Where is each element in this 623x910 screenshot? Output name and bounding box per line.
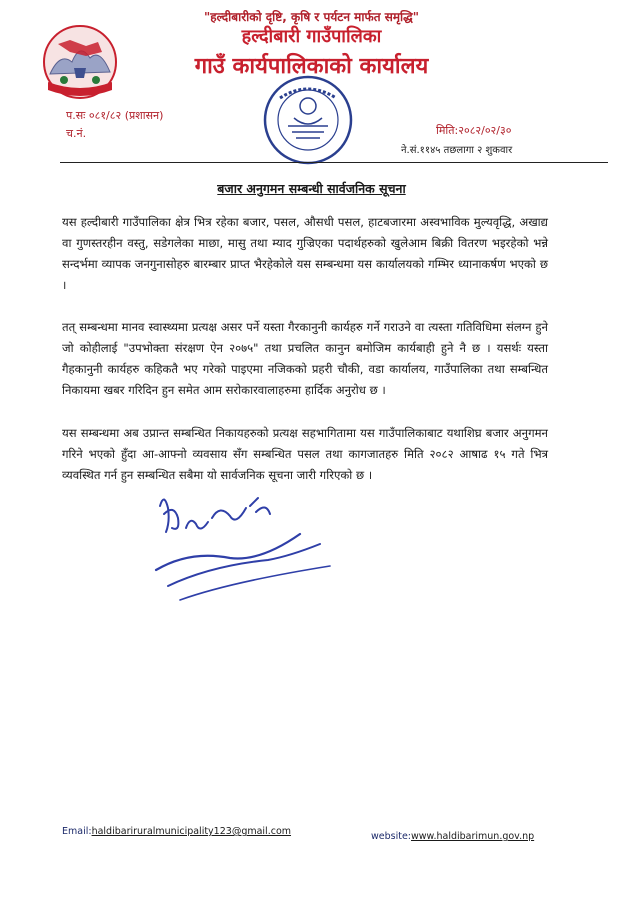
email-link[interactable]: haldibariruralmunicipality123@gmail.com <box>91 826 292 837</box>
nepal-samvat-date: ने.सं.११४५ तछलागा २ शुकवार <box>401 145 513 156</box>
notice-title: बजार अनुगमन सम्बन्धी सार्वजनिक सूचना <box>217 181 406 196</box>
nepal-emblem-icon <box>40 22 120 102</box>
footer-website <box>371 831 534 842</box>
notice-paragraph-2: तत् सम्बन्धमा मानव स्वास्थ्यमा प्रत्यक्ष असर पर्ने यस्ता गैरकानुनी कार्यहरु गर्ने गराउने वा त्यस्ता गतिविधिमा संलग्न हुने जो कोहीलाई "उपभोक्ता संरक्षण ऐन २०७५" तथा प्रचलित कानुन बमोजिम कार्यबाही हुने नै छ । यसर्थः यस्ता गैहकानुनी कार्यहरु कहिकतै भए गरेको पाइएमा नजिकको प्रहरी चौकी, वडा कार्यालय, गाउँपालिका तथा सम्बन्धित निकायमा खबर गरिदिन हुन समेत आम सरोकारवालाहरुमा हार्दिक अनुरोध छ । <box>62 320 548 397</box>
website-link[interactable]: www.haldibarimun.gov.np <box>411 831 535 842</box>
handwritten-signature <box>150 488 340 608</box>
slogan: "हल्दीबारीको दृष्टि, कृषि र पर्यटन मार्फत समृद्धि" <box>204 10 419 24</box>
footer-email <box>62 826 291 837</box>
website-label: website: <box>371 831 412 842</box>
office-name: गाउँ कार्यपालिकाको कार्यालय <box>194 54 429 79</box>
notice-paragraph-3: यस सम्बन्धमा अब उप्रान्त सम्बन्धित निकायहरुको प्रत्यक्ष सहभागितामा यस गाउँपालिकाबाट यथाशिघ्र बजार अनुगमन गरिने भएको हुँदा आ-आफ्नो व्यवसाय सँग सम्बन्धित पसल तथा कागजातहरु मिति २०८२ आषाढ १५ गते भित्र व्यवस्थित गर्न हुन सम्बन्धित सबैमा यो सार्वजनिक सूचना जारी गरिएको छ । <box>62 426 548 482</box>
office-stamp-icon <box>262 74 354 166</box>
municipality-name: हल्दीबारी गाउँपालिका <box>241 26 382 47</box>
email-label: Email: <box>62 826 92 837</box>
document-date: मिति:२०८२/०२/३० <box>436 124 512 137</box>
notice-paragraph-1: यस हल्दीबारी गाउँपालिका क्षेत्र भित्र रहेका बजार, पसल, औसधी पसल, हाटबजारमा अस्वभाविक मुल्यवृद्धि, अखाद्य वा गुणस्तरहीन वस्तु, सडेगलेका माछा, मासु तथा म्याद गुज्रिएका पदार्थहरुको खुलेआम बिक्री वितरण भइरहेको भन्ने सन्दर्भमा व्यापक जनगुनासोहरु बारम्बार प्राप्त भैरहेकोले यस सम्बन्धमा यस कार्यालयको गम्भिर ध्यानाकर्षण भएको छ । <box>62 215 548 292</box>
header-divider <box>60 162 608 163</box>
dispatch-number: च.नं. <box>66 127 87 140</box>
reference-number: प.सः ०८१/८२ (प्रशासन) <box>66 109 164 122</box>
